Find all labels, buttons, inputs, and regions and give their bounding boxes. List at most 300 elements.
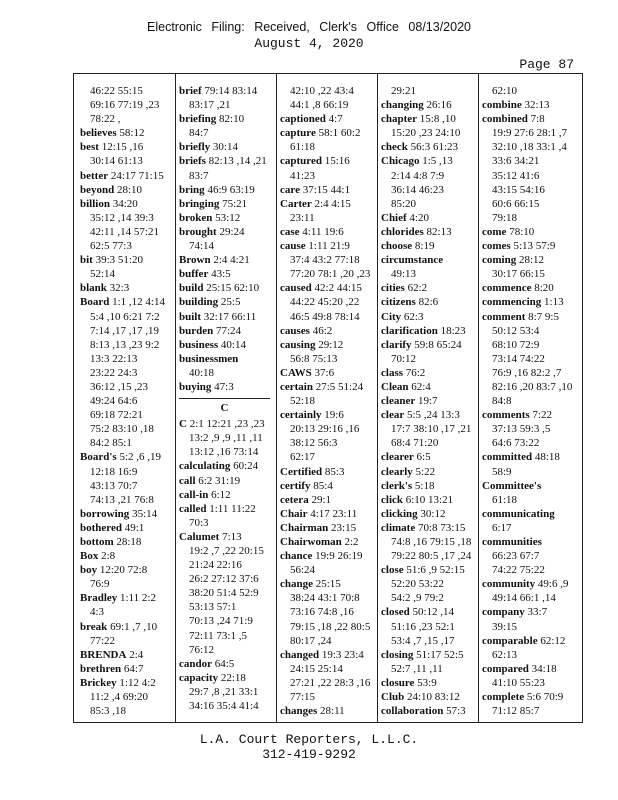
index-headword: clarification xyxy=(381,324,438,337)
page-line-refs: 6:10 13:21 xyxy=(405,493,454,506)
page-line-refs: 49:6 ,9 xyxy=(537,578,569,591)
page-line-refs: 35:12 41:6 xyxy=(492,169,540,182)
page-line-refs: 24:17 71:15 xyxy=(110,169,164,182)
page-line-refs: 19:3 23:4 xyxy=(321,648,364,661)
index-entry xyxy=(80,563,177,577)
page-line-refs: 8:13 ,13 ,23 9:2 xyxy=(90,338,160,351)
index-continuation xyxy=(80,704,177,718)
index-headword: closed xyxy=(381,606,410,619)
page-line-refs: 2:14 4:8 7:9 xyxy=(391,169,445,182)
index-continuation xyxy=(179,445,276,459)
index-continuation xyxy=(381,549,478,563)
index-headword: believes xyxy=(80,127,117,140)
index-continuation xyxy=(280,450,377,464)
page-line-refs: 23:22 24:3 xyxy=(90,366,138,379)
index-headword: CAWS xyxy=(280,366,312,379)
index-continuation xyxy=(482,324,579,338)
index-headword: bottom xyxy=(80,536,114,548)
index-entry xyxy=(381,450,478,464)
transcript-date: August 4, 2020 xyxy=(254,36,364,51)
page-line-refs: 53:9 xyxy=(417,676,437,689)
index-column-4 xyxy=(381,84,478,718)
page-line-refs: 20:13 29:16 ,16 xyxy=(290,423,360,436)
index-entry xyxy=(80,169,177,183)
page-line-refs: 77:22 xyxy=(90,634,116,647)
index-continuation xyxy=(381,436,478,450)
index-continuation xyxy=(80,394,177,408)
index-continuation xyxy=(482,211,579,225)
index-headword: causing xyxy=(280,338,316,351)
page-line-refs: 46:5 49:8 78:14 xyxy=(290,310,360,323)
index-headword: called xyxy=(179,502,207,515)
page-line-refs: 51:17 52:5 xyxy=(416,648,464,661)
index-headword: BRENDA xyxy=(80,648,127,661)
page-line-refs: 68:10 72:9 xyxy=(492,338,540,351)
page-line-refs: 5:5 ,24 13:3 xyxy=(406,409,460,422)
page-line-refs: 26:2 27:12 37:6 xyxy=(189,573,259,586)
index-headword: better xyxy=(80,169,109,182)
page-line-refs: 7:22 xyxy=(532,409,552,422)
page-line-refs: 76:9 xyxy=(90,578,110,591)
page-line-refs: 58:1 60:2 xyxy=(318,127,361,140)
index-entry xyxy=(179,295,276,309)
page-line-refs: 4:3 xyxy=(90,606,105,619)
index-entry xyxy=(280,493,377,507)
index-continuation xyxy=(482,465,579,479)
index-continuation xyxy=(80,366,177,380)
index-headword: case xyxy=(280,225,300,238)
page-line-refs: 5:4 ,10 6:21 7:2 xyxy=(90,310,160,323)
index-headword: circumstance xyxy=(381,254,444,267)
page-line-refs: 70:12 xyxy=(391,352,417,365)
index-headword: Brickey xyxy=(80,676,117,689)
page-line-refs: 78:10 xyxy=(509,225,535,238)
page-line-refs: 62:5 77:3 xyxy=(90,240,132,253)
index-entry xyxy=(381,225,478,239)
page-line-refs: 34:20 xyxy=(112,197,138,210)
index-entry xyxy=(179,140,276,154)
page-line-refs: 42:2 44:15 xyxy=(314,282,362,295)
index-headword: cetera xyxy=(280,493,309,506)
index-headword: brief xyxy=(179,85,202,97)
page-line-refs: 83:17 ,21 xyxy=(189,99,231,112)
filing-stamp: Electronic Filing: Received, Clerk's Office 08/13/2020 xyxy=(147,20,471,34)
index-headword: bothered xyxy=(80,521,122,534)
index-continuation xyxy=(80,380,177,394)
index-entry xyxy=(80,450,177,464)
index-entry xyxy=(482,253,579,267)
page-line-refs: 82:16 ,20 83:7 ,10 xyxy=(492,380,573,393)
index-continuation xyxy=(482,169,579,183)
page-line-refs: 42:11 ,14 57:21 xyxy=(90,225,159,238)
index-continuation xyxy=(381,267,478,281)
index-entry xyxy=(179,671,276,685)
index-entry xyxy=(179,211,276,225)
page-line-refs: 6:17 xyxy=(492,521,512,534)
index-continuation xyxy=(280,84,377,98)
index-entry xyxy=(179,253,276,267)
page-line-refs: 77:20 78:1 ,20 ,23 xyxy=(290,268,371,281)
index-continuation xyxy=(179,685,276,699)
index-continuation xyxy=(80,465,177,479)
index-headword: brethren xyxy=(80,662,122,675)
index-continuation xyxy=(482,521,579,535)
index-continuation xyxy=(80,577,177,591)
index-entry xyxy=(381,408,478,422)
index-headword: class xyxy=(381,366,403,379)
index-entry xyxy=(381,521,478,535)
page-line-refs: 69:16 77:19 ,23 xyxy=(90,99,160,112)
page-line-refs: 73:16 74:8 ,16 xyxy=(290,606,354,619)
index-headword: blank xyxy=(80,282,107,295)
index-headword: commencing xyxy=(482,296,542,309)
index-continuation xyxy=(80,479,177,493)
index-continuation xyxy=(179,169,276,183)
index-entry xyxy=(280,366,377,380)
index-entry xyxy=(179,459,276,473)
index-entry xyxy=(280,183,377,197)
page-line-refs: 46:22 55:15 xyxy=(90,85,143,97)
index-entry xyxy=(179,380,276,394)
index-entry xyxy=(179,281,276,295)
page-line-refs: 29:24 xyxy=(219,225,245,238)
index-continuation xyxy=(381,84,478,98)
index-column-1 xyxy=(80,84,177,718)
index-continuation xyxy=(80,324,177,338)
page-line-refs: 56:3 61:23 xyxy=(410,141,459,154)
index-continuation xyxy=(179,516,276,530)
page-line-refs: 68:4 71:20 xyxy=(391,437,439,450)
index-entry xyxy=(80,253,177,267)
index-entry xyxy=(381,253,478,267)
page-line-refs: 64:6 73:22 xyxy=(492,437,540,450)
index-continuation xyxy=(80,634,177,648)
index-entry xyxy=(280,338,377,352)
page-line-refs: 58:12 xyxy=(119,127,145,140)
page-line-refs: 38:24 43:1 70:8 xyxy=(290,592,360,605)
index-headword: Committee's xyxy=(482,479,542,492)
index-entry xyxy=(381,563,478,577)
page-line-refs: 85:20 xyxy=(391,197,417,210)
page-line-refs: 40:14 xyxy=(220,338,246,351)
index-continuation xyxy=(80,352,177,366)
page-line-refs: 82:13 xyxy=(426,225,452,238)
index-continuation xyxy=(482,84,579,98)
index-headword: clicking xyxy=(381,507,418,520)
index-continuation xyxy=(482,366,579,380)
index-headword: compared xyxy=(482,662,529,675)
page-line-refs: 76:12 xyxy=(189,643,215,656)
column-divider xyxy=(377,74,378,722)
index-continuation xyxy=(80,436,177,450)
index-entry xyxy=(280,704,377,718)
page-line-refs: 29:7 ,8 ,21 33:1 xyxy=(189,685,259,698)
page-line-refs: 4:11 19:6 xyxy=(302,225,344,238)
index-headword: captioned xyxy=(280,113,326,126)
page-line-refs: 1:12 4:2 xyxy=(119,676,156,689)
index-headword: calculating xyxy=(179,460,231,473)
page-line-refs: 30:17 66:15 xyxy=(492,268,545,281)
index-continuation xyxy=(280,676,377,690)
index-headword: Box xyxy=(80,550,99,563)
page-line-refs: 11:2 ,4 69:20 xyxy=(90,691,148,704)
index-continuation xyxy=(80,98,177,112)
page-line-refs: 32:13 xyxy=(524,99,550,112)
index-entry xyxy=(179,352,276,366)
page-line-refs: 82:6 xyxy=(418,296,439,309)
page-line-refs: 2:4 4:15 xyxy=(314,197,351,210)
index-continuation xyxy=(179,699,276,713)
page-line-refs: 8:20 xyxy=(534,282,554,295)
page-line-refs: 61:18 xyxy=(492,493,518,506)
index-entry xyxy=(280,324,377,338)
page-line-refs: 46:9 63:19 xyxy=(207,183,255,196)
page-line-refs: 79:14 83:14 xyxy=(204,85,258,97)
page-line-refs: 8:7 9:5 xyxy=(528,310,559,323)
page-line-refs: 32:3 xyxy=(109,282,130,295)
index-entry xyxy=(381,140,478,154)
page-line-refs: 74:14 xyxy=(189,240,215,253)
index-column-2 xyxy=(179,84,276,713)
letter-section-header: C xyxy=(179,398,270,415)
index-headword: complete xyxy=(482,691,525,704)
page-line-refs: 19:6 xyxy=(324,409,344,422)
index-headword: call xyxy=(179,474,196,487)
page-line-refs: 15:8 ,10 xyxy=(419,113,456,126)
index-continuation xyxy=(381,169,478,183)
index-entry xyxy=(381,310,478,324)
page-line-refs: 15:20 ,23 24:10 xyxy=(391,127,461,140)
page-line-refs: 19:9 27:6 28:1 ,7 xyxy=(492,127,568,140)
index-continuation xyxy=(179,572,276,586)
index-continuation xyxy=(179,586,276,600)
index-entry xyxy=(179,225,276,239)
page-line-refs: 62:17 xyxy=(290,451,316,464)
page-line-refs: 2:1 12:21 ,23 ,23 xyxy=(189,418,265,431)
index-entry xyxy=(80,648,177,662)
index-continuation xyxy=(482,563,579,577)
index-entry xyxy=(80,620,177,634)
page-line-refs: 70:3 xyxy=(189,516,209,529)
reporter-phone: 312-419-9292 xyxy=(262,747,356,762)
page-line-refs: 28:10 xyxy=(117,183,143,196)
index-continuation xyxy=(280,253,377,267)
index-entry xyxy=(381,690,478,704)
page-line-refs: 51:16 ,23 52:1 xyxy=(391,620,455,633)
page-line-refs: 1:13 xyxy=(544,296,564,309)
index-entry xyxy=(381,648,478,662)
page-line-refs: 29:1 xyxy=(311,493,332,506)
index-continuation xyxy=(482,338,579,352)
index-headword: chance xyxy=(280,550,313,563)
page-line-refs: 1:5 ,13 xyxy=(422,155,453,168)
page-line-refs: 47:3 xyxy=(214,380,234,393)
index-headword: Bradley xyxy=(80,592,118,605)
index-continuation xyxy=(280,352,377,366)
page-line-refs: 19:2 ,7 ,22 20:15 xyxy=(189,545,264,557)
index-entry xyxy=(381,493,478,507)
page-line-refs: 43:15 54:16 xyxy=(492,183,545,196)
index-headword: build xyxy=(179,282,204,295)
index-continuation xyxy=(280,295,377,309)
index-continuation xyxy=(482,549,579,563)
page-line-refs: 30:14 xyxy=(212,141,238,154)
page-line-refs: 77:15 xyxy=(290,691,316,704)
index-continuation xyxy=(280,98,377,112)
index-entry xyxy=(482,450,579,464)
index-entry xyxy=(179,183,276,197)
page-line-refs: 30:14 61:13 xyxy=(90,155,143,168)
index-continuation xyxy=(179,366,276,380)
index-entry xyxy=(80,126,177,140)
page-line-refs: 79:15 ,18 ,22 80:5 xyxy=(290,620,371,633)
page-line-refs: 66:23 67:7 xyxy=(492,550,540,563)
index-entry xyxy=(482,112,579,126)
index-headword: briefs xyxy=(179,155,206,168)
page-line-refs: 18:23 xyxy=(440,324,466,337)
index-continuation xyxy=(280,563,377,577)
index-headword: bringing xyxy=(179,197,220,210)
page-line-refs: 69:18 72:21 xyxy=(90,409,143,422)
index-entry xyxy=(179,154,276,168)
page-line-refs: 43:13 70:7 xyxy=(90,479,138,492)
index-entry xyxy=(482,239,579,253)
index-continuation xyxy=(80,493,177,507)
index-continuation xyxy=(482,267,579,281)
index-entry xyxy=(280,465,377,479)
index-continuation xyxy=(482,493,579,507)
index-entry xyxy=(381,211,478,225)
index-entry xyxy=(381,154,478,168)
page-line-refs: 5:2 ,6 ,19 xyxy=(119,451,161,464)
page-line-refs: 71:12 85:7 xyxy=(492,705,540,718)
page-line-refs: 62:12 xyxy=(540,634,566,647)
index-continuation xyxy=(381,126,478,140)
page-line-refs: 37:13 59:3 ,5 xyxy=(492,423,551,436)
page-line-refs: 64:5 xyxy=(214,657,235,670)
index-headword: certain xyxy=(280,380,313,393)
page-line-refs: 22:18 xyxy=(220,671,246,684)
page-line-refs: 74:22 75:22 xyxy=(492,564,545,577)
page-line-refs: 52:20 53:22 xyxy=(391,578,444,591)
index-continuation xyxy=(280,211,377,225)
index-entry xyxy=(179,197,276,211)
page-line-refs: 85:3 xyxy=(324,465,345,478)
page-line-refs: 34:16 35:4 41:4 xyxy=(189,700,259,713)
page-line-refs: 4:17 23:11 xyxy=(310,507,358,520)
index-headword: choose xyxy=(381,240,413,253)
page-line-refs: 30:12 xyxy=(420,507,446,520)
index-entry xyxy=(381,324,478,338)
page-line-refs: 29:21 xyxy=(391,85,417,97)
index-headword: broken xyxy=(179,211,213,224)
page-line-refs: 25:15 62:10 xyxy=(206,282,260,295)
index-headword: candor xyxy=(179,657,212,670)
index-entry xyxy=(381,605,478,619)
page-line-refs: 41:23 xyxy=(290,169,316,182)
page-line-refs: 5:6 70:9 xyxy=(526,691,564,704)
index-headword: coming xyxy=(482,254,517,267)
index-headword: communities xyxy=(482,536,542,548)
index-headword: commence xyxy=(482,282,532,295)
index-headword: combined xyxy=(482,113,528,126)
index-continuation xyxy=(280,140,377,154)
page-line-refs: 56:8 75:13 xyxy=(290,352,338,365)
page-line-refs: 33:6 34:21 xyxy=(492,155,540,168)
index-headword: certify xyxy=(280,479,311,492)
page-line-refs: 19:9 26:19 xyxy=(315,550,363,563)
index-entry xyxy=(280,197,377,211)
index-entry xyxy=(482,634,579,648)
page-line-refs: 82:10 xyxy=(219,113,245,126)
page-line-refs: 57:3 xyxy=(446,705,466,718)
index-continuation xyxy=(280,634,377,648)
page-line-refs: 39:3 51:20 xyxy=(95,254,143,267)
index-entry xyxy=(280,126,377,140)
index-headword: caused xyxy=(280,282,312,295)
index-headword: borrowing xyxy=(80,507,130,520)
page-line-refs: 32:10 ,18 33:1 ,4 xyxy=(492,141,567,154)
index-entry xyxy=(482,690,579,704)
index-continuation xyxy=(80,154,177,168)
index-headword: click xyxy=(381,493,403,506)
index-continuation xyxy=(482,648,579,662)
index-headword: boy xyxy=(80,564,98,577)
page-line-refs: 7:13 xyxy=(222,530,242,543)
index-entry xyxy=(280,648,377,662)
page-line-refs: 27:5 51:24 xyxy=(315,380,364,393)
page-line-refs: 29:12 xyxy=(318,338,344,351)
page-line-refs: 15:16 xyxy=(324,155,350,168)
index-headword: captured xyxy=(280,155,322,168)
index-headword: closure xyxy=(381,676,415,689)
page-line-refs: 21:24 22:16 xyxy=(189,559,242,572)
page-line-refs: 42:10 ,22 43:4 xyxy=(290,85,354,97)
index-entry xyxy=(280,577,377,591)
index-continuation xyxy=(80,338,177,352)
index-entry xyxy=(280,112,377,126)
index-continuation xyxy=(179,239,276,253)
index-headword: close xyxy=(381,564,404,577)
index-continuation xyxy=(80,225,177,239)
index-continuation xyxy=(179,126,276,140)
index-entry xyxy=(381,239,478,253)
page-line-refs: 8:19 xyxy=(414,240,435,253)
index-headword: combine xyxy=(482,99,522,112)
index-entry xyxy=(381,380,478,394)
index-continuation xyxy=(482,352,579,366)
page-line-refs: 5:13 57:9 xyxy=(513,240,556,253)
page-line-refs: 25:5 xyxy=(220,296,241,309)
index-headword: bring xyxy=(179,183,205,196)
index-entry xyxy=(179,112,276,126)
index-headword: changing xyxy=(381,99,424,112)
page-line-refs: 35:12 ,14 39:3 xyxy=(90,211,154,224)
index-headword: Board xyxy=(80,296,110,309)
index-entry xyxy=(482,577,579,591)
index-continuation xyxy=(80,408,177,422)
index-entry xyxy=(482,98,579,112)
index-entry xyxy=(179,310,276,324)
page-line-refs: 28:11 xyxy=(320,705,345,718)
page-line-refs: 26:16 xyxy=(426,99,452,112)
index-headword: comments xyxy=(482,409,530,422)
index-continuation xyxy=(80,84,177,98)
index-headword: come xyxy=(482,225,507,238)
index-continuation xyxy=(179,544,276,558)
page-line-refs: 51:6 ,9 52:15 xyxy=(406,564,465,577)
index-headword: comes xyxy=(482,240,511,253)
